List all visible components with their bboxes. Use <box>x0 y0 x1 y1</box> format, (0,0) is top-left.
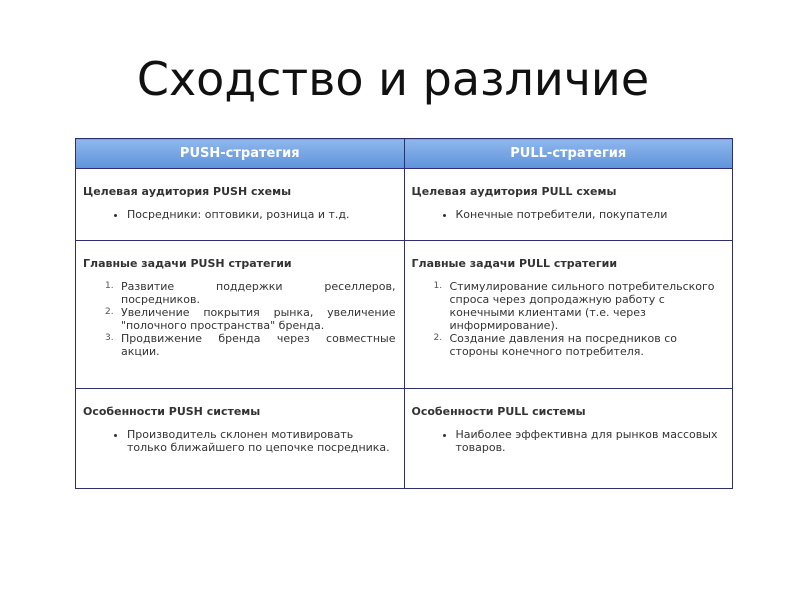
cell-pull-features <box>404 389 733 489</box>
bullet-list <box>127 428 396 454</box>
cell-heading: Главные задачи PULL стратегии <box>411 257 618 270</box>
table-header-row <box>76 139 733 169</box>
list-item-text: Продвижение бренда через совместные акции. <box>121 332 396 358</box>
list-item-text: Создание давления на посредников со стороны конечного потребителя. <box>449 332 678 358</box>
cell-heading: Целевая аудитория PULL схемы <box>411 185 617 198</box>
cell-push-audience <box>76 169 405 241</box>
comparison-table <box>75 138 733 489</box>
header-push: PUSH-стратегия <box>76 139 405 169</box>
list-item <box>434 280 725 332</box>
numbered-list <box>105 280 396 358</box>
list-item: • Наиболее эффективна для рынков массовых товаров. <box>456 428 725 454</box>
list-number: 1. <box>433 281 443 291</box>
bullet-list <box>456 428 725 454</box>
table-row-features <box>76 389 733 489</box>
cell-heading: Целевая аудитория PUSH схемы <box>83 185 292 198</box>
list-number: 3. <box>105 333 114 343</box>
table-row-tasks <box>76 241 733 389</box>
header-pull: PULL-стратегия <box>404 139 733 169</box>
cell-push-tasks <box>76 241 405 389</box>
cell-heading: Особенности PUSH системы <box>83 405 261 418</box>
list-item: • Посредники: оптовики, розница и т.д. <box>127 208 396 221</box>
list-item <box>434 332 725 358</box>
list-item-text: Стимулирование сильного потребительского спроса через допродажную работу с конечными клиентами (т.е. через информирование). <box>449 280 715 332</box>
list-item: • Производитель склонен мотивировать только ближайшего по цепочке посредника. <box>127 428 396 454</box>
cell-push-features <box>76 389 405 489</box>
list-item-text: Развитие поддержки реселлеров, посредников. <box>121 280 396 306</box>
cell-pull-tasks <box>404 241 733 389</box>
table-row-audience <box>76 169 733 241</box>
slide-title: Сходство и различие <box>136 52 650 106</box>
list-number: 2. <box>433 333 443 343</box>
numbered-list <box>434 280 725 358</box>
list-number: 2. <box>105 307 114 317</box>
list-item <box>105 332 396 358</box>
list-item: • Конечные потребители, покупатели <box>456 208 725 221</box>
cell-heading: Главные задачи PUSH стратегии <box>83 257 292 270</box>
cell-heading: Особенности PULL системы <box>411 405 586 418</box>
list-item-text: Увеличение покрытия рынка, увеличение "полочного пространства" бренда. <box>121 306 396 332</box>
bullet-list <box>127 208 396 221</box>
cell-pull-audience <box>404 169 733 241</box>
list-item <box>105 280 396 306</box>
list-number: 1. <box>105 281 114 291</box>
bullet-list <box>456 208 725 221</box>
list-item <box>105 306 396 332</box>
